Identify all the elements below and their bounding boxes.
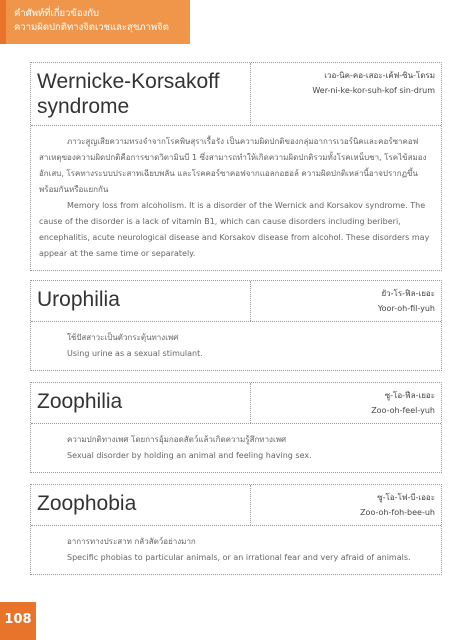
pronunciation-english: Wer-ni-ke-kor-suh-kof sin-drum bbox=[312, 86, 435, 95]
definition-english: Memory loss from alcoholism. It is a disorder of the Wernick and Korsakov syndrome. The cause of the disorder is a lack of vitamin B1, which can cause disorders including beriberi, encephalitis, acute neurological disease and Korsakov disease from alcohol. These disorders may appear at the same time or separately. bbox=[39, 201, 430, 258]
definition-english: Sexual disorder by holding an animal and feeling having sex. bbox=[67, 451, 312, 460]
header-line-2: ความผิดปกติทางจิตเวชและสุขภาพจิต bbox=[14, 22, 169, 33]
pronunciation-cell bbox=[251, 281, 441, 321]
entry-zoophilia bbox=[30, 382, 442, 473]
term-row bbox=[31, 281, 441, 322]
term-cell bbox=[31, 383, 251, 423]
definition-english: Specific phobias to particular animals, or an irrational fear and very afraid of animals. bbox=[67, 553, 411, 562]
term-title: Zoophilia bbox=[37, 390, 123, 413]
entry-zoophobia bbox=[30, 484, 442, 575]
pronunciation-cell bbox=[251, 63, 441, 125]
term-title: Urophilia bbox=[37, 288, 120, 311]
pronunciation-thai: ซู-โอ-โฟ-บี-เออะ bbox=[377, 493, 435, 502]
pronunciation-english: Yoor-oh-fil-yuh bbox=[377, 304, 435, 313]
pronunciation-thai: ซู-โอ-ฟีล-เยอะ bbox=[384, 391, 435, 400]
definition-thai: ภาวะสูญเสียความทรงจำจากโรคพิษสุราเรื้อรัง เป็นความผิดปกติของกลุ่มอาการเวอร์นิคและคอร์ซาคอฟ สาเหตุของความผิดปกติคือการขาดวิตามินบี 1 ซึ่งสามารถทำให้เกิดความผิดปกติรวมทั้งโรคเหน็บชา, โรคไข้สมองอักเสบ, โรคทางระบบประสาทเฉียบพลัน และโรคคอร์ซาคอฟจากแอลกอฮอล์ ความผิดปกติเหล่านี้อาจปรากฏขึ้นพร้อมกันหรือแยกกัน bbox=[39, 137, 427, 194]
definition-body bbox=[31, 424, 441, 472]
entry-urophilia bbox=[30, 280, 442, 371]
header-title bbox=[14, 7, 169, 35]
pronunciation-thai: ยัว-โร-ฟิล-เยอะ bbox=[381, 289, 435, 298]
term-row bbox=[31, 383, 441, 424]
pronunciation-cell bbox=[251, 485, 441, 525]
pronunciation-english: Zoo-oh-feel-yuh bbox=[371, 406, 435, 415]
definition-body bbox=[31, 322, 441, 370]
pronunciation-english: Zoo-oh-foh-bee-uh bbox=[360, 508, 435, 517]
header-line-1: คำศัพท์ที่เกี่ยวข้องกับ bbox=[14, 8, 100, 19]
term-cell bbox=[31, 63, 251, 125]
header-accent bbox=[0, 0, 6, 44]
term-title: Zoophobia bbox=[37, 492, 137, 515]
term-row bbox=[31, 63, 441, 126]
definition-english: Using urine as a sexual stimulant. bbox=[67, 349, 203, 358]
pronunciation-cell bbox=[251, 383, 441, 423]
definition-thai: ความปกติทางเพศ โดยการอุ้มกอดสัตว์แล้วเกิดความรู้สึกทางเพศ bbox=[67, 435, 287, 444]
entry-wernicke bbox=[30, 62, 442, 271]
term-title: Wernicke-Korsakoff syndrome bbox=[37, 70, 220, 118]
pronunciation-thai: เวอ-นิค-คอ-เสอะ-เค้ฟ-ซิน-โดรม bbox=[324, 71, 435, 80]
page-number: 108 bbox=[4, 612, 32, 627]
definition-thai: ใช้ปัสสาวะเป็นตัวกระตุ้นทางเพศ bbox=[67, 333, 179, 342]
term-row bbox=[31, 485, 441, 526]
definition-thai: อาการทางประสาท กลัวสัตว์อย่างมาก bbox=[67, 537, 196, 546]
term-cell bbox=[31, 281, 251, 321]
definition-body bbox=[31, 526, 441, 574]
definition-body bbox=[31, 126, 441, 270]
term-cell bbox=[31, 485, 251, 525]
